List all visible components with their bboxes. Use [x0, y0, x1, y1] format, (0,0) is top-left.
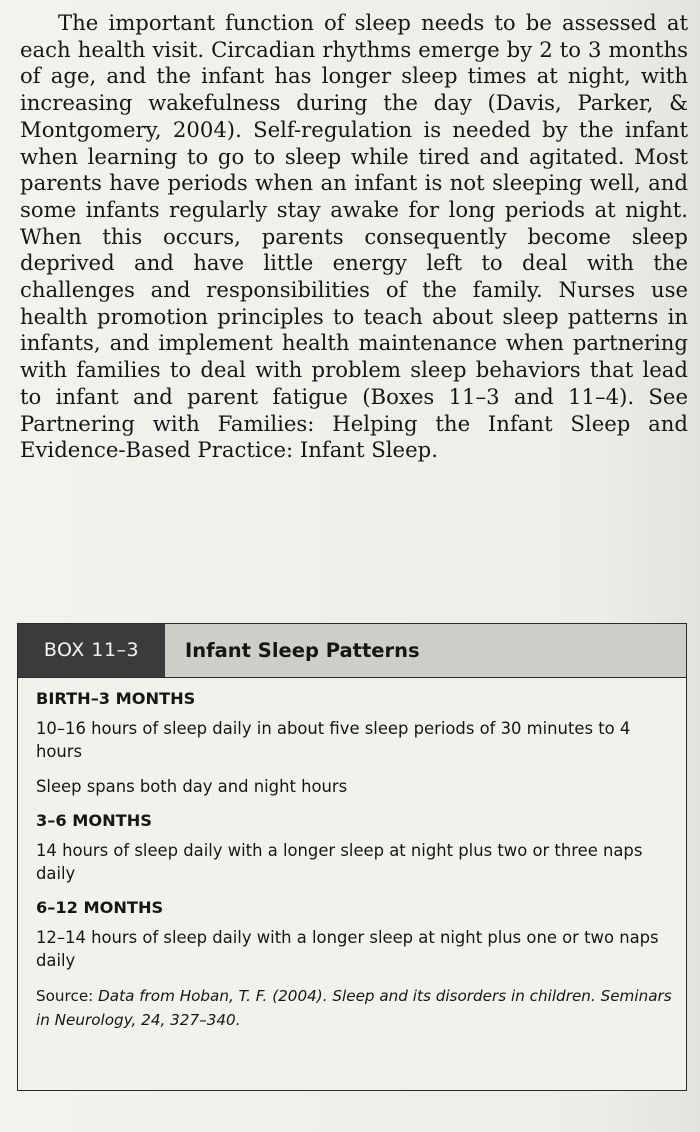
source-prefix: Source: — [36, 987, 99, 1005]
section-item: Sleep spans both day and night hours — [36, 777, 348, 796]
section-heading-3-6-months: 3–6 MONTHS — [36, 811, 152, 830]
box-11-3 — [17, 623, 687, 1091]
section-item: 14 hours of sleep daily with a longer sleep at night plus two or three naps daily — [36, 841, 643, 883]
section-item: 10–16 hours of sleep daily in about five sleep periods of 30 minutes to 4 hours — [36, 719, 631, 761]
box-title: Infant Sleep Patterns — [185, 639, 420, 662]
section-item: 12–14 hours of sleep daily with a longer sleep at night plus one or two naps daily — [36, 928, 659, 970]
body-paragraph: The important function of sleep needs to be assessed at each health visit. Circadian rhythms emerge by 2 to 3 months of age, and the infant has longer sleep times at night, with increasing wakefulness during the day (Davis, Parker, & Montgomery, 2004). Self-regulation is needed by the infant when learning to go to sleep while tired and agitated. Most parents have periods when an infant is not sleeping well, and some infants regularly stay awake for long periods at night. When this occurs, parents consequently become sleep deprived and have little energy left to deal with the challenges and responsibilities of the family. Nurses use health promotion principles to teach about sleep patterns in infants, and implement health maintenance when partnering with families to deal with problem sleep behaviors that lead to infant and parent fatigue (Boxes 11–3 and 11–4). See Partnering with Families: Helping the Infant Sleep and Evidence-Based Practice: Infant Sleep. — [20, 10, 688, 463]
box-header — [18, 624, 686, 678]
source-text: Data from Hoban, T. F. (2004). Sleep and its disorders in children. Seminars in Neurology, 24, 327–340. — [36, 987, 672, 1029]
section-heading-birth-3-months: BIRTH–3 MONTHS — [36, 689, 196, 708]
box-label: BOX 11–3 — [18, 624, 165, 677]
box-content — [36, 688, 672, 1032]
source-citation — [36, 984, 672, 1032]
section-heading-6-12-months: 6–12 MONTHS — [36, 898, 164, 917]
